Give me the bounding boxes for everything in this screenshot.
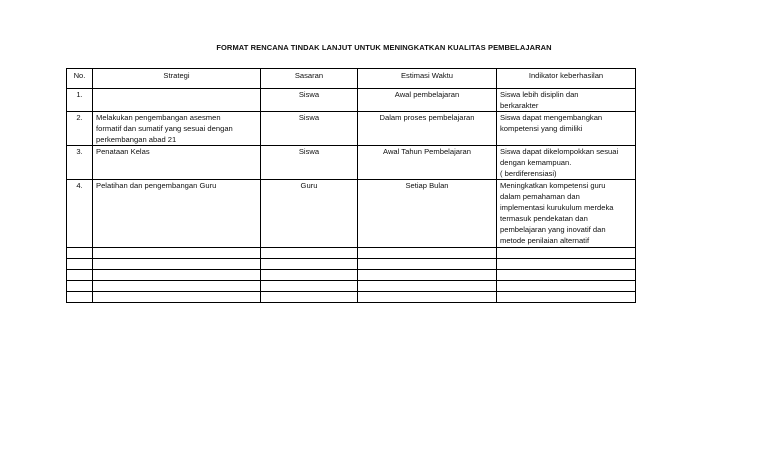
row-strategi: Melakukan pengembangan asesmen formatif dan sumatif yang sesuai dengan perkembangan abad 21 (93, 112, 261, 146)
table-header-row (67, 69, 636, 89)
row-no: 4. (67, 180, 93, 248)
table-row (67, 112, 636, 146)
row-sasaran: Siswa (261, 89, 358, 112)
table-row (67, 89, 636, 112)
empty-row (67, 292, 636, 303)
header-strategi: Strategi (93, 69, 261, 89)
row-indikator: Siswa dapat dikelompokkan sesuai dengan kemampuan. ( berdiferensiasi) (497, 146, 636, 180)
row-estimasi-waktu: Awal Tahun Pembelajaran (358, 146, 497, 180)
row-estimasi-waktu: Dalam proses pembelajaran (358, 112, 497, 146)
header-sasaran: Sasaran (261, 69, 358, 89)
row-strategi: Penataan Kelas (93, 146, 261, 180)
empty-row (67, 270, 636, 281)
header-estimasi-waktu: Estimasi Waktu (358, 69, 497, 89)
row-strategi (93, 89, 261, 112)
row-indikator: Siswa dapat mengembangkan kompetensi yang dimiliki (497, 112, 636, 146)
row-indikator: Meningkatkan kompetensi guru dalam pemahaman dan implementasi kurukulum merdeka termasuk pendekatan dan pembelajaran yang inovatif dan metode penilaian alternatif (497, 180, 636, 248)
row-strategi: Pelatihan dan pengembangan Guru (93, 180, 261, 248)
row-no: 3. (67, 146, 93, 180)
document-title: FORMAT RENCANA TINDAK LANJUT UNTUK MENINGKATKAN KUALITAS PEMBELAJARAN (216, 43, 552, 52)
action-plan-table (66, 68, 636, 303)
row-no: 1. (67, 89, 93, 112)
row-no: 2. (67, 112, 93, 146)
row-estimasi-waktu: Setiap Bulan (358, 180, 497, 248)
row-sasaran: Siswa (261, 146, 358, 180)
header-no: No. (67, 69, 93, 89)
table-row (67, 146, 636, 180)
row-estimasi-waktu: Awal pembelajaran (358, 89, 497, 112)
empty-row (67, 281, 636, 292)
empty-row (67, 248, 636, 259)
row-sasaran: Siswa (261, 112, 358, 146)
empty-row (67, 259, 636, 270)
row-sasaran: Guru (261, 180, 358, 248)
header-indikator: Indikator keberhasilan (497, 69, 636, 89)
table-row (67, 180, 636, 248)
row-indikator: Siswa lebih disiplin dan berkarakter (497, 89, 636, 112)
